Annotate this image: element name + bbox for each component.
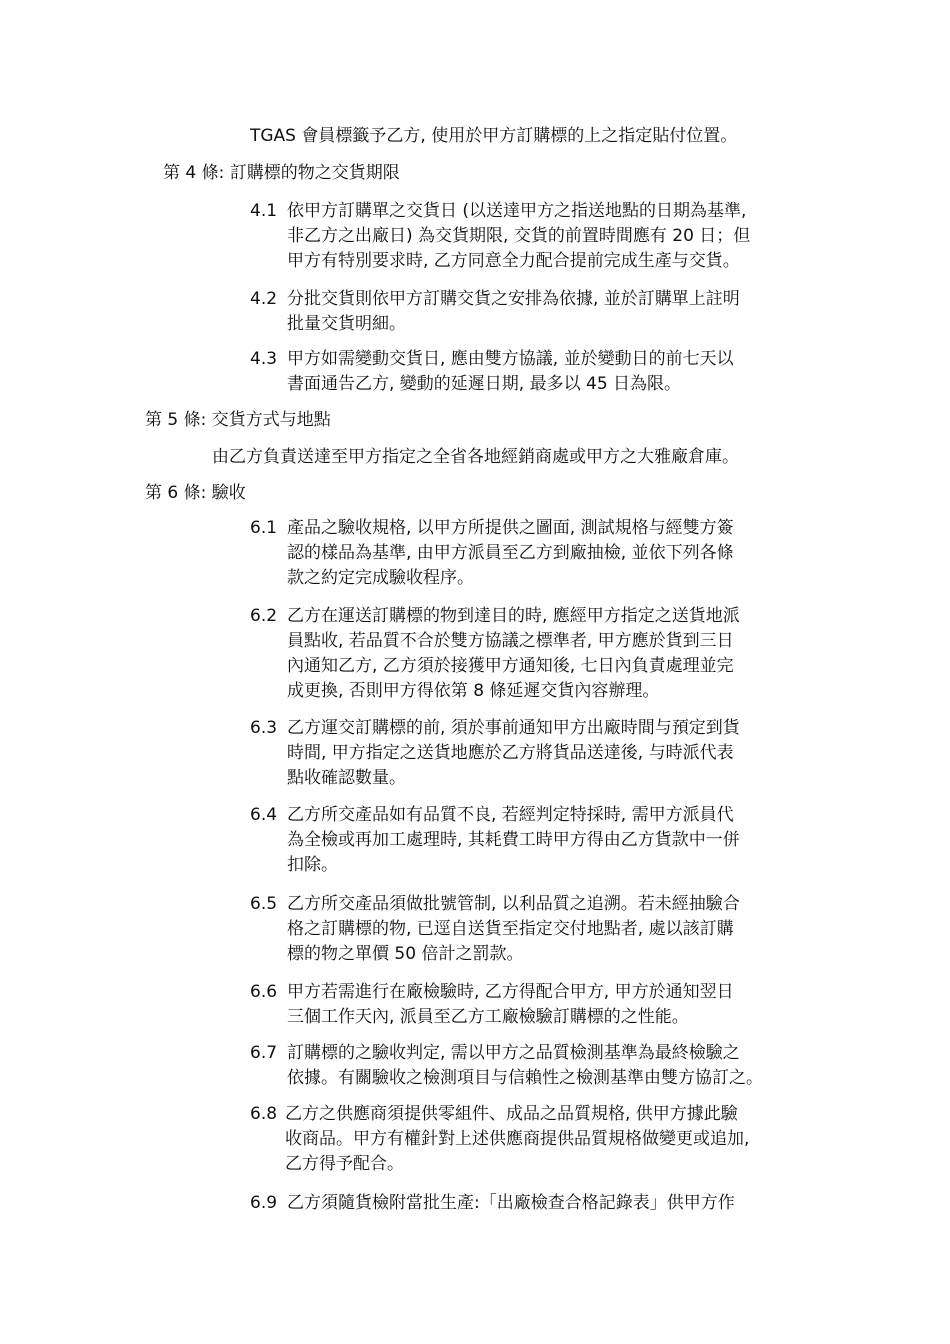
clause-text-line: 乙方在運送訂購標的物到達目的時, 應經甲方指定之送貨地派 [287, 606, 740, 626]
clause-4-1 [250, 199, 820, 274]
clause-6-7 [250, 1041, 820, 1091]
clause-number: 6.7 [250, 1043, 278, 1063]
clause-number: 6.9 [250, 1193, 278, 1213]
clause-6-8 [250, 1102, 820, 1177]
clause-4-2 [250, 287, 820, 337]
clause-text-line: 為全檢或再加工處理時, 其耗費工時甲方得由乙方貨款中一併 [287, 830, 740, 850]
clause-text-line: 甲方有特別要求時, 乙方同意全力配合提前完成生產与交貨。 [287, 251, 740, 271]
clause-number: 4.2 [250, 289, 278, 309]
article-4-heading: 第 4 條: 訂購標的物之交貨期限 [163, 163, 400, 183]
clause-6-2 [250, 604, 820, 704]
article-5-heading: 第 5 條: 交貨方式与地點 [145, 410, 331, 430]
clause-text-line: 乙方運交訂購標的前, 須於事前通知甲方出廠時間与預定到貨 [287, 718, 740, 738]
clause-text-line: 依甲方訂購單之交貨日 (以送達甲方之指送地點的日期為基準, [287, 201, 747, 221]
clause-text-line: 內通知乙方, 乙方須於接獲甲方通知後, 七日內負責處理並完 [287, 656, 734, 676]
clause-text-line: 成更換, 否則甲方得依第 8 條延遲交貨內容辦理。 [287, 681, 660, 701]
clause-text-line: 批量交貨明細。 [287, 314, 406, 334]
clause-text-line: 分批交貨則依甲方訂購交貨之安排為依據, 並於訂購單上註明 [287, 289, 740, 309]
article-5-body: 由乙方負責送達至甲方指定之全省各地經銷商處或甲方之大雅廠倉庫。 [212, 447, 739, 467]
clause-6-9 [250, 1191, 820, 1216]
clause-number: 6.3 [250, 718, 278, 738]
clause-6-3 [250, 716, 820, 791]
clause-text-line: 依據。有關驗收之檢測項目与信賴性之檢測基準由雙方協訂之。 [287, 1068, 763, 1088]
clause-number: 4.1 [250, 201, 278, 221]
clause-text-line: 款之約定完成驗收程序。 [287, 568, 474, 588]
clause-number: 4.3 [250, 349, 278, 369]
intro-line: TGAS 會員標籤予乙方, 使用於甲方訂購標的上之指定貼付位置。 [250, 126, 738, 146]
clause-text-line: 乙方得予配合。 [285, 1154, 404, 1174]
clause-number: 6.6 [250, 982, 278, 1002]
clause-6-1 [250, 516, 820, 591]
clause-text-line: 標的物之單價 50 倍計之罰款。 [287, 944, 524, 964]
clause-text-line: 扣除。 [287, 855, 338, 875]
clause-text-line: 書面通告乙方, 變動的延遲日期, 最多以 45 日為限。 [287, 374, 682, 394]
clause-number: 6.8 [250, 1104, 278, 1124]
article-6-heading: 第 6 條: 驗收 [145, 483, 246, 503]
clause-number: 6.5 [250, 894, 278, 914]
clause-text-line: 格之訂購標的物, 已逕自送貨至指定交付地點者, 處以該訂購 [287, 919, 734, 939]
clause-text-line: 乙方須隨貨檢附當批生產:「出廠檢查合格記錄表」供甲方作 [287, 1193, 735, 1213]
clause-text-line: 收商品。甲方有權針對上述供應商提供品質規格做變更或追加, [285, 1129, 750, 1149]
clause-6-5 [250, 892, 820, 967]
clause-text-line: 認的樣品為基準, 由甲方派員至乙方到廠抽檢, 並依下列各條 [287, 543, 734, 563]
clause-number: 6.1 [250, 518, 278, 538]
clause-text-line: 時間, 甲方指定之送貨地應於乙方將貨品送達後, 与時派代表 [287, 743, 734, 763]
clause-text-line: 產品之驗收規格, 以甲方所提供之圖面, 測試規格与經雙方簽 [287, 518, 734, 538]
clause-number: 6.4 [250, 805, 278, 825]
clause-text-line: 員點收, 若品質不合於雙方協議之標準者, 甲方應於貨到三日 [287, 631, 734, 651]
clause-4-3 [250, 347, 820, 397]
clause-6-4 [250, 803, 820, 878]
clause-text-line: 訂購標的之驗收判定, 需以甲方之品質檢測基準為最終檢驗之 [287, 1043, 740, 1063]
clause-text-line: 甲方如需變動交貨日, 應由雙方協議, 並於變動日的前七天以 [287, 349, 734, 369]
clause-text-line: 甲方若需進行在廠檢驗時, 乙方得配合甲方, 甲方於通知翌日 [287, 982, 734, 1002]
clause-text-line: 乙方之供應商須提供零組件、成品之品質規格, 供甲方據此驗 [285, 1104, 738, 1124]
clause-text-line: 非乙方之出廠日) 為交貨期限, 交貨的前置時間應有 20 日；但 [287, 226, 751, 246]
clause-text-line: 三個工作天內, 派員至乙方工廠檢驗訂購標的之性能。 [287, 1007, 689, 1027]
clause-text-line: 乙方所交產品如有品質不良, 若經判定特採時, 需甲方派員代 [287, 805, 734, 825]
clause-text-line: 乙方所交產品須做批號管制, 以利品質之追溯。若未經抽驗合 [287, 894, 740, 914]
clause-text-line: 點收確認數量。 [287, 768, 406, 788]
clause-6-6 [250, 980, 820, 1030]
clause-number: 6.2 [250, 606, 278, 626]
